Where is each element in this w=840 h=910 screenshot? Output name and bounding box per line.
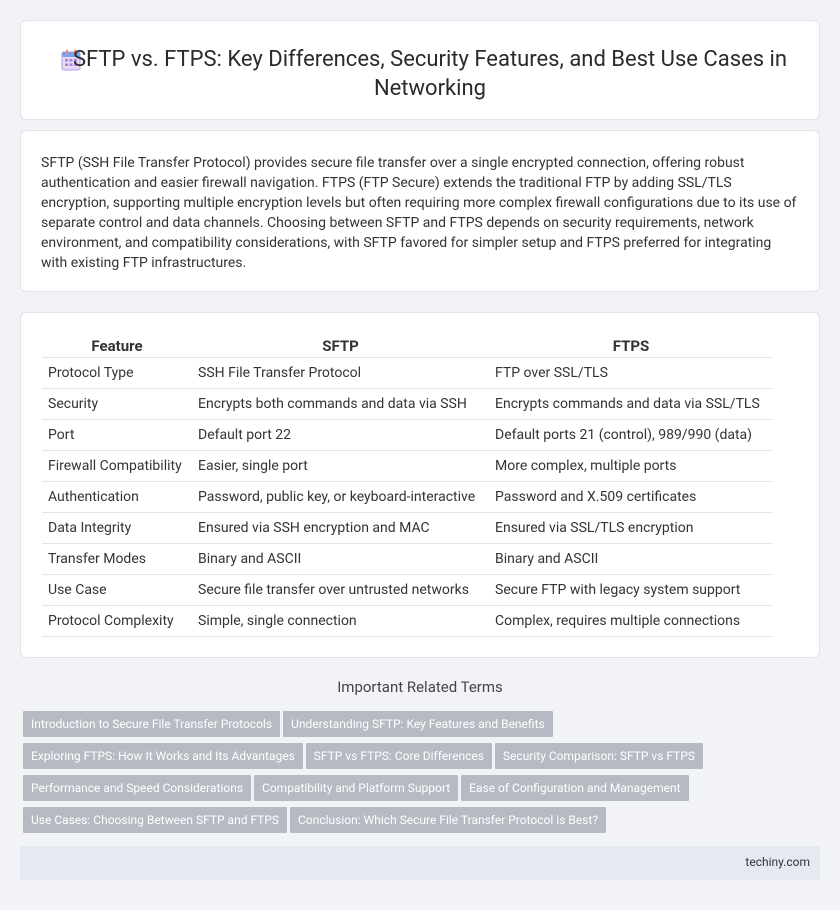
ftps-cell: Encrypts commands and data via SSL/TLS: [489, 389, 773, 420]
ftps-cell: Complex, requires multiple connections: [489, 606, 773, 637]
feature-cell: Data Integrity: [42, 513, 192, 544]
table-row: [42, 389, 773, 420]
feature-cell: Protocol Type: [42, 358, 192, 389]
related-term-link[interactable]: Use Cases: Choosing Between SFTP and FTPS: [23, 807, 287, 833]
related-term-link[interactable]: Introduction to Secure File Transfer Protocols: [23, 711, 280, 737]
sftp-cell: Simple, single connection: [192, 606, 489, 637]
sftp-cell: Ensured via SSH encryption and MAC: [192, 513, 489, 544]
table-row: [42, 544, 773, 575]
intro-card: [20, 130, 820, 292]
feature-cell: Firewall Compatibility: [42, 451, 192, 482]
table-row: [42, 606, 773, 637]
ftps-cell: Ensured via SSL/TLS encryption: [489, 513, 773, 544]
comparison-table: [42, 333, 773, 637]
sftp-cell: Default port 22: [192, 420, 489, 451]
footer: [20, 846, 820, 880]
sftp-cell: Easier, single port: [192, 451, 489, 482]
table-row: [42, 482, 773, 513]
feature-cell: Security: [42, 389, 192, 420]
header-card: [20, 20, 820, 120]
sftp-cell: Encrypts both commands and data via SSH: [192, 389, 489, 420]
related-term-link[interactable]: Compatibility and Platform Support: [254, 775, 458, 801]
comparison-card: [20, 312, 820, 658]
table-row: [42, 575, 773, 606]
related-terms-list: [23, 711, 803, 839]
table-row: [42, 420, 773, 451]
feature-cell: Authentication: [42, 482, 192, 513]
related-terms-heading: Important Related Terms: [337, 678, 503, 696]
header-sftp: SFTP: [192, 333, 489, 358]
table-row: [42, 513, 773, 544]
related-term-link[interactable]: Security Comparison: SFTP vs FTPS: [495, 743, 703, 769]
header-ftps: FTPS: [489, 333, 773, 358]
feature-cell: Transfer Modes: [42, 544, 192, 575]
related-term-link[interactable]: Ease of Configuration and Management: [461, 775, 688, 801]
table-row: [42, 358, 773, 389]
related-term-link[interactable]: Performance and Speed Considerations: [23, 775, 251, 801]
ftps-cell: Password and X.509 certificates: [489, 482, 773, 513]
feature-cell: Port: [42, 420, 192, 451]
related-term-link[interactable]: SFTP vs FTPS: Core Differences: [306, 743, 492, 769]
sftp-cell: Password, public key, or keyboard-interactive: [192, 482, 489, 513]
ftps-cell: Binary and ASCII: [489, 544, 773, 575]
sftp-cell: SSH File Transfer Protocol: [192, 358, 489, 389]
intro-paragraph: SFTP (SSH File Transfer Protocol) provides secure file transfer over a single encrypted connection, offering robust authentication and easier firewall navigation. FTPS (FTP Secure) extends the traditional FTP by adding SSL/TLS encryption, supporting multiple encryption levels but often requiring more complex firewall configurations due to its use of separate control and data channels. Choosing between SFTP and FTPS depends on security requirements, network environment, and compatibility considerations, with SFTP favored for simpler setup and FTPS preferred for integrating with existing FTP infrastructures.: [41, 155, 797, 271]
related-term-link[interactable]: Exploring FTPS: How It Works and Its Advantages: [23, 743, 303, 769]
feature-cell: Protocol Complexity: [42, 606, 192, 637]
header-feature: Feature: [42, 333, 192, 358]
footer-site-name[interactable]: techiny.com: [745, 855, 810, 869]
ftps-cell: FTP over SSL/TLS: [489, 358, 773, 389]
related-term-link[interactable]: Understanding SFTP: Key Features and Benefits: [283, 711, 553, 737]
feature-cell: Use Case: [42, 575, 192, 606]
ftps-cell: Secure FTP with legacy system support: [489, 575, 773, 606]
ftps-cell: More complex, multiple ports: [489, 451, 773, 482]
ftps-cell: Default ports 21 (control), 989/990 (data): [489, 420, 773, 451]
related-term-link[interactable]: Conclusion: Which Secure File Transfer Protocol is Best?: [290, 807, 606, 833]
sftp-cell: Binary and ASCII: [192, 544, 489, 575]
table-row: [42, 451, 773, 482]
table-header-row: [42, 333, 773, 358]
page-title: SFTP vs. FTPS: Key Differences, Security Features, and Best Use Cases in Networking: [72, 47, 788, 101]
sftp-cell: Secure file transfer over untrusted networks: [192, 575, 489, 606]
